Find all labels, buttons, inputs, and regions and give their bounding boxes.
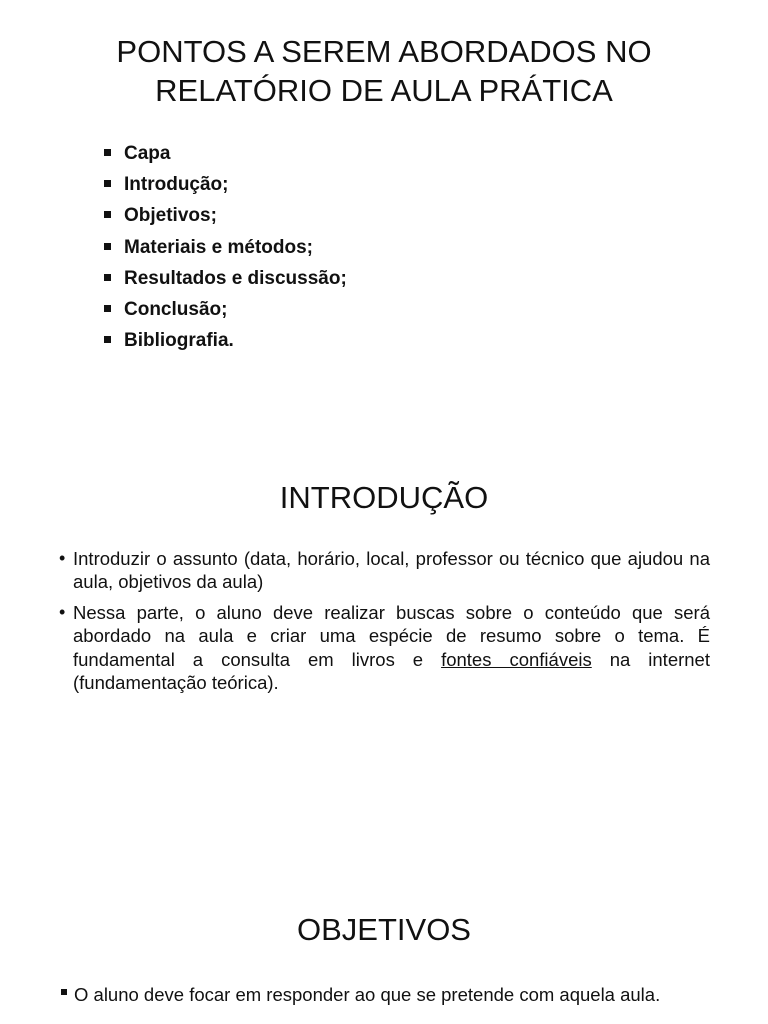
bullet-text-end: na internet (fundamentação teórica). — [73, 648, 710, 694]
square-bullet-icon — [104, 305, 111, 312]
square-bullet-icon — [61, 989, 67, 995]
bullet-text: Introduzir o assunto (data, horário, local, professor ou técnico que ajudou na aula, objetivos da aula) — [73, 548, 710, 593]
introduction-bullets — [58, 547, 710, 701]
list-item-label: Conclusão; — [124, 298, 228, 320]
list-item — [104, 325, 347, 356]
square-bullet-icon — [104, 274, 111, 281]
square-bullet-icon — [104, 243, 111, 250]
square-bullet-icon — [104, 211, 111, 218]
slide-report-points — [0, 0, 768, 430]
slide-objectives — [0, 860, 768, 1024]
slide-title: INTRODUÇÃO — [279, 480, 489, 515]
list-item — [104, 294, 347, 325]
dot-bullet-icon: • — [59, 601, 66, 622]
slide-title: PONTOS A SEREM ABORDADOS NO RELATÓRIO DE AULA PRÁTICA — [116, 34, 652, 108]
bullet-text: O aluno deve focar em responder ao que se pretende com aquela aula. — [74, 984, 661, 1005]
list-item-label: Introdução; — [124, 174, 229, 196]
slide-title: OBJETIVOS — [297, 912, 471, 947]
bullet-paragraph — [60, 983, 724, 1006]
list-item-label: Bibliografia. — [124, 330, 234, 352]
dot-bullet-icon: • — [59, 548, 66, 568]
square-bullet-icon — [104, 180, 111, 187]
list-item — [104, 232, 347, 263]
list-item-label: Materiais e métodos; — [124, 236, 313, 258]
square-bullet-icon — [104, 149, 111, 156]
list-item — [104, 263, 347, 294]
square-bullet-icon — [104, 336, 111, 343]
list-item — [104, 169, 347, 200]
list-item — [104, 200, 347, 231]
list-item — [104, 138, 347, 169]
slide-introduction — [0, 430, 768, 860]
list-item-label: Resultados e discussão; — [124, 267, 347, 289]
underlined-text: fontes confiáveis — [441, 648, 592, 670]
bullet-paragraph — [58, 547, 710, 594]
bullet-text: Nessa parte, o aluno deve realizar buscas sobre o conteúdo que será abordado na aula e criar uma espécie de resumo sobre o tema. É fundamental a consulta em livros e — [73, 601, 710, 670]
list-item-label: Objetivos; — [124, 205, 217, 227]
bullet-paragraph — [58, 601, 710, 695]
report-sections-list — [104, 138, 347, 356]
list-item-label: Capa — [124, 143, 171, 164]
